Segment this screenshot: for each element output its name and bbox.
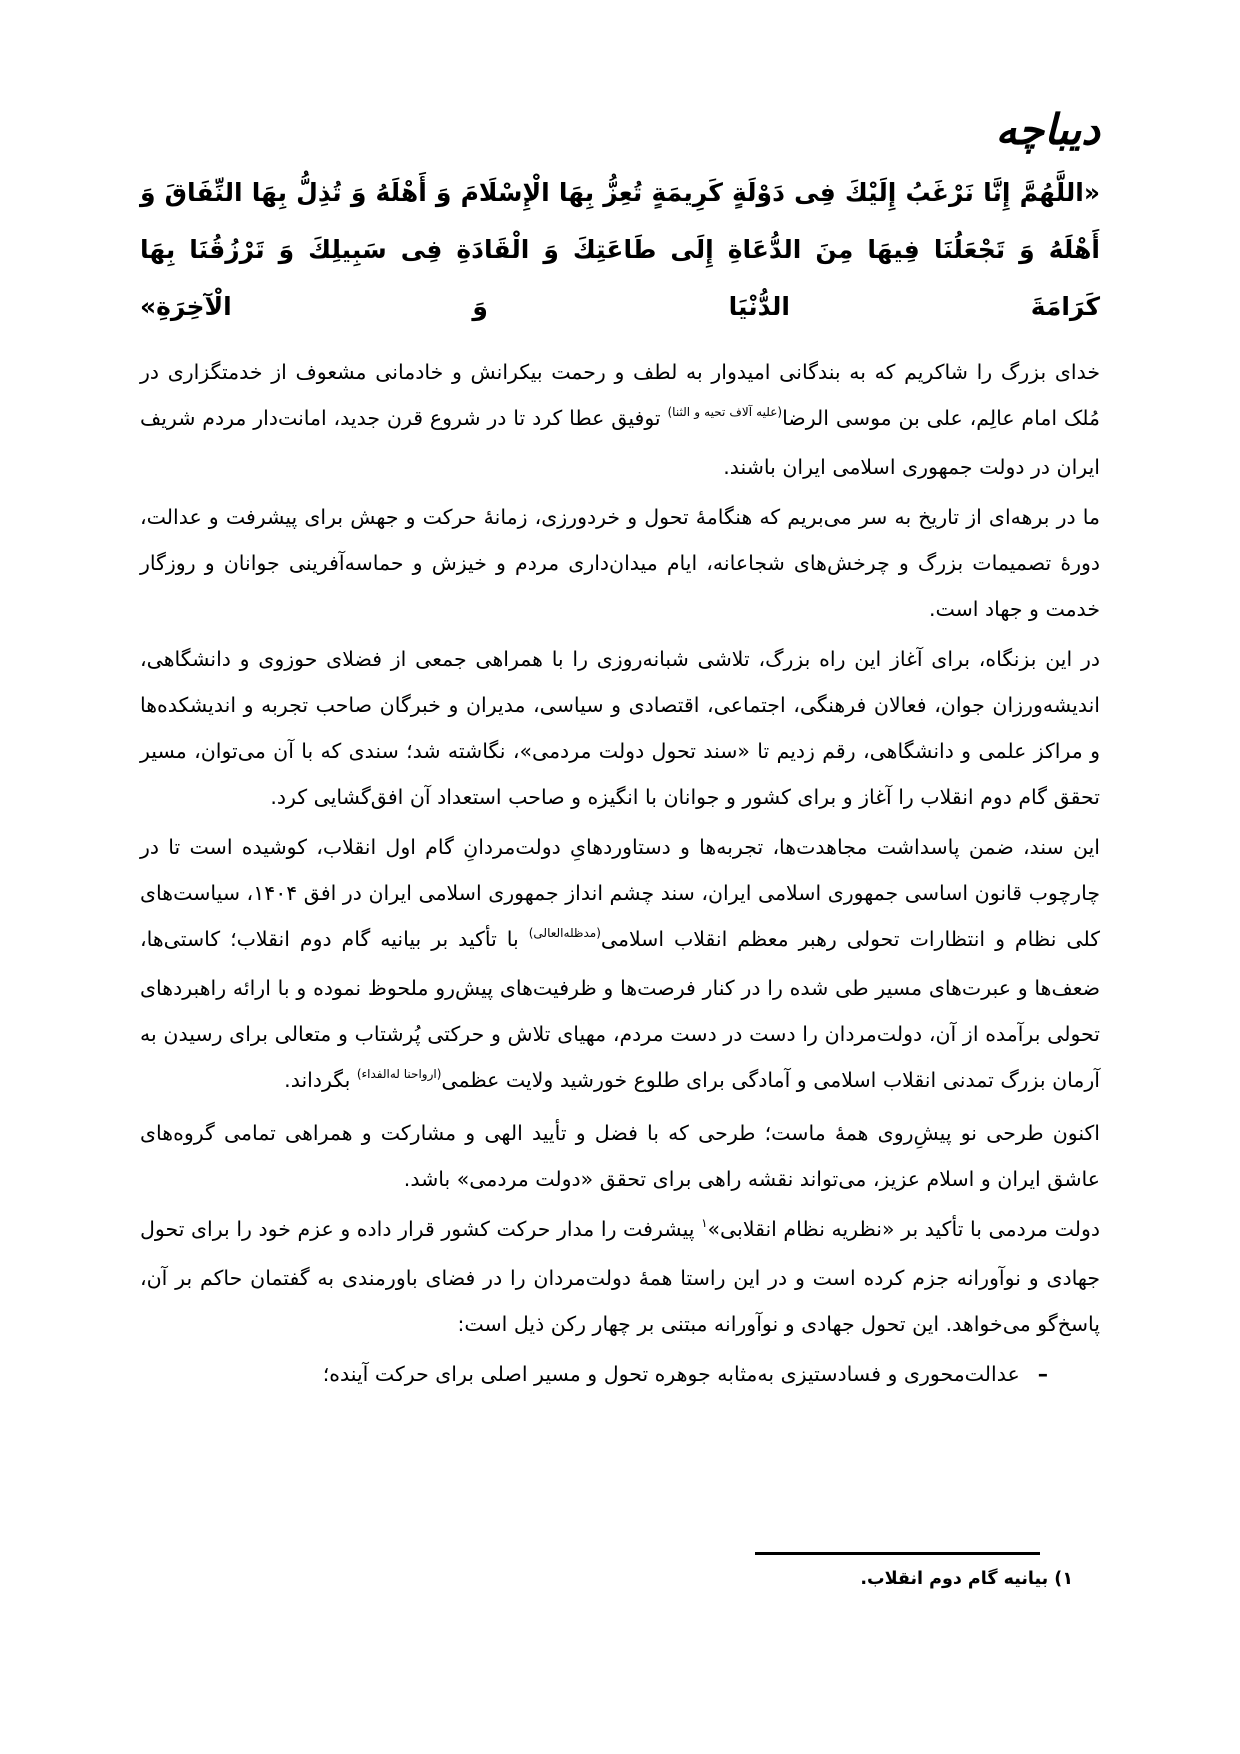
paragraph-text: با تأکید بر بیانیه گام دوم انقلاب؛ کاستی‌ها، ضعف‌ها و عبرت‌های مسیر طی شده را در کنار فرصت‌ها و ظرفیت‌های پیش‌رو ملحوظ نموده و با ارائه راهبردهای تحولی برآمده از آن، دولت‌مردان را دست در دست مردم، مهیای تلاش و حرکتی پُرشتاب و متعالی برای رسیدن به آرمان بزرگ تمدنی انقلاب اسلامی و آمادگی برای طلوع خورشید ولایت عظمی <box>140 927 1100 1092</box>
paragraph-text: بگرداند. <box>284 1068 357 1092</box>
honorific-superscript: (علیه آلاف تحیه و الثنا) <box>667 405 783 419</box>
paragraph-effort: در این بزنگاه، برای آغاز این راه بزرگ، تلاشی شبانه‌روزی را با همراهی جمعی از فضلای حوزوی و دانشگاهی، اندیشه‌ورزان جوان، فعالان فرهنگی، اجتماعی، اقتصادی و سیاسی، مدیران و خبرگان صاحب تجربه و اندیشکده‌ها و مراکز علمی و دانشگاهی، رقم زدیم تا «سند تحول دولت مردمی»، نگاشته شد؛ سندی که با آن می‌توان، مسیر تحقق گام دوم انقلاب را آغاز و برای کشور و جوانان با انگیزه و صاحب استعداد آن افق‌گشایی کرد. <box>140 647 1100 809</box>
list-item-text: عدالت‌محوری و فسادستیزی به‌مثابه جوهره تحول و مسیر اصلی برای حرکت آینده؛ <box>322 1362 1020 1386</box>
paragraph-era: ما در برهه‌ای از تاریخ به سر می‌بریم که هنگامهٔ تحول و خردورزی، زمانهٔ حرکت و جهش برای پیشرفت و عدالت، دورهٔ تصمیمات بزرگ و چرخش‌های شجاعانه، ایام میدان‌داری مردم و خیزش و حماسه‌آفرینی جوانان و روزگار خدمت و جهاد است. <box>140 505 1100 621</box>
page-content <box>140 0 1100 1397</box>
paragraph-gratitude <box>140 349 1100 490</box>
footnote <box>743 1552 1073 1591</box>
paragraph-text: این سند، ضمن پاسداشت مجاهدت‌ها، تجربه‌ها و دستاوردهایِ دولت‌مردانِ گام اول انقلاب، کوشیده است تا در چارچوب قانون اساسی جمهوری اسلامی ایران، سند چشم انداز جمهوری اسلامی ایران در افق ۱۴۰۴، سیاست‌های کلی نظام و انتظارات تحولی رهبر معظم انقلاب اسلامی <box>140 835 1100 951</box>
honorific-superscript: (مدظله‌العالی) <box>528 926 601 940</box>
footnote-text: ۱) بیانیه گام دوم انقلاب. <box>860 1569 1073 1589</box>
paragraph-new-plan: اکنون طرحی نو پیشِ‌روی همهٔ ماست؛ طرحی که با فضل و تأیید الهی و مشارکت و همراهی تمامی گروه‌های عاشق ایران و اسلام عزیز، می‌تواند نقشه راهی برای تحقق «دولت مردمی» باشد. <box>140 1121 1100 1191</box>
list-dash: – <box>1037 1362 1048 1386</box>
honorific-superscript: (ارواحنا له‌الفداء) <box>356 1067 442 1081</box>
page-title: دیباچه <box>995 105 1100 154</box>
footnote-separator <box>755 1552 1040 1555</box>
arabic-dua: «اللَّهُمَّ إِنَّا نَرْغَبُ إِلَيْكَ فِى دَوْلَةٍ كَرِيمَةٍ تُعِزُّ بِهَا الْإِسْلَامَ وَ أَهْلَهُ وَ تُذِلُّ بِهَا النِّفَاقَ وَ أَهْلَهُ وَ تَجْعَلُنَا فِيهَا مِنَ الدُّعَاةِ إِلَى طَاعَتِكَ وَ الْقَادَةِ فِى سَبِيلِكَ وَ تَرْزُقُنَا بِهَا كَرَامَةَ الدُّنْيَا وَ الْآخِرَةِ» <box>140 178 1100 321</box>
list-item <box>140 1351 1100 1397</box>
paragraph-revolutionary-theory <box>140 1206 1100 1347</box>
footnote-marker: ۱ <box>701 1216 708 1230</box>
paragraph-text: توفیق عطا کرد تا در شروع قرن جدید، امانت‌دار مردم شریف ایران در دولت جمهوری اسلامی ایران باشند. <box>140 406 1100 479</box>
paragraph-text: پیشرفت را مدار حرکت کشور قرار داده و عزم خود را برای تحول جهادی و نوآورانه جزم کرده است و در این راستا همهٔ دولت‌مردان را در فضای باورمندی به گفتمان حاکم بر آن، پاسخ‌گو می‌خواهد. این تحول جهادی و نوآورانه مبتنی بر چهار رکن ذیل است: <box>140 1217 1100 1336</box>
paragraph-text: دولت مردمی با تأکید بر «نظریه نظام انقلابی» <box>707 1217 1100 1241</box>
paragraph-text: خدای بزرگ را شاکریم که به بندگانی امیدوار به لطف و رحمت بیکرانش و خادمانی مشعوف از خدمتگزاری در مُلک امام عالِم، علی بن موسی الرضا <box>140 360 1101 430</box>
paragraph-framework <box>140 824 1100 1106</box>
